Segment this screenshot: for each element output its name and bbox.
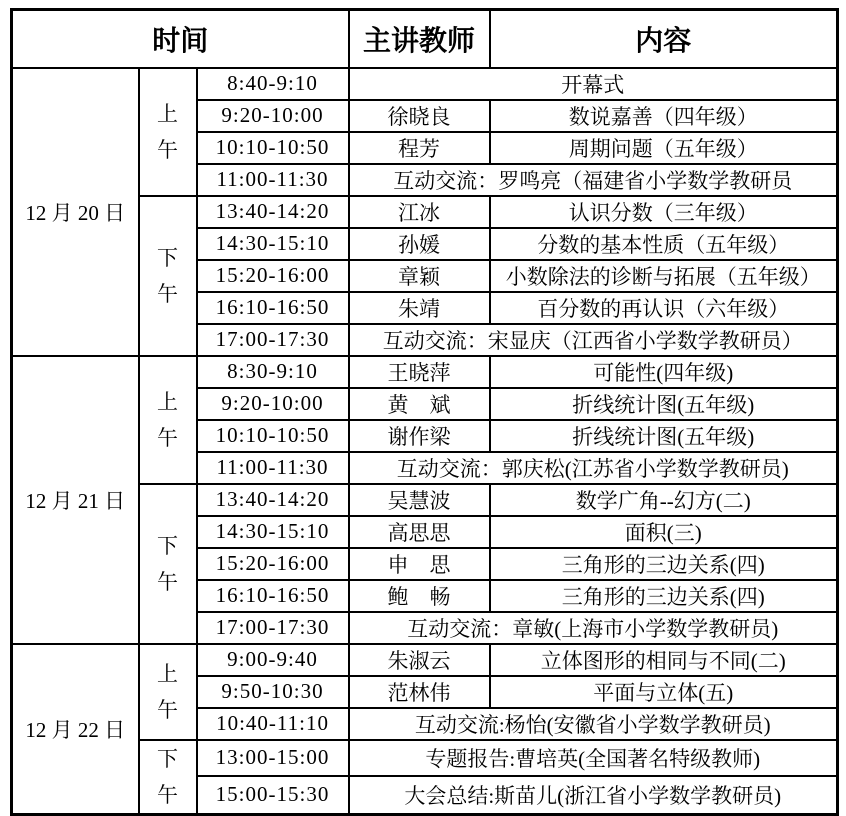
content-cell: 百分数的再认识（六年级） <box>490 292 838 324</box>
period-pm-cell <box>139 196 197 356</box>
col-header-teacher: 主讲教师 <box>349 10 490 68</box>
time-cell: 9:00-9:40 <box>197 644 349 676</box>
col-header-content: 内容 <box>490 10 838 68</box>
merged-cell: 互动交流：宋显庆（江西省小学数学教研员） <box>349 324 838 356</box>
merged-cell: 互动交流：罗鸣亮（福建省小学数学教研员 <box>349 164 838 196</box>
period-pm-label: 下午 <box>157 245 178 306</box>
teacher-cell: 徐晓良 <box>349 100 490 132</box>
period-am-cell <box>139 68 197 196</box>
merged-cell: 互动交流：郭庆松(江苏省小学数学教研员) <box>349 452 838 484</box>
time-cell: 11:00-11:30 <box>197 452 349 484</box>
content-cell: 数说嘉善（四年级） <box>490 100 838 132</box>
period-am-cell <box>139 644 197 740</box>
time-cell: 14:30-15:10 <box>197 228 349 260</box>
time-cell: 15:20-16:00 <box>197 260 349 292</box>
content-cell: 平面与立体(五) <box>490 676 838 708</box>
header-row <box>12 10 838 68</box>
period-pm-label: 下午 <box>157 533 178 594</box>
time-cell: 8:40-9:10 <box>197 68 349 100</box>
teacher-cell: 朱靖 <box>349 292 490 324</box>
col-header-time: 时间 <box>12 10 349 68</box>
period-am-label: 上午 <box>157 101 178 162</box>
teacher-cell: 申 思 <box>349 548 490 580</box>
period-am-cell <box>139 356 197 484</box>
teacher-cell: 孙媛 <box>349 228 490 260</box>
time-cell: 13:00-15:00 <box>197 740 349 777</box>
teacher-cell: 鲍 畅 <box>349 580 490 612</box>
content-cell: 可能性(四年级) <box>490 356 838 388</box>
teacher-cell: 章颖 <box>349 260 490 292</box>
period-pm-label: 下午 <box>157 746 178 807</box>
teacher-cell: 王晓萍 <box>349 356 490 388</box>
teacher-cell: 黄 斌 <box>349 388 490 420</box>
time-cell: 10:10-10:50 <box>197 420 349 452</box>
table-row <box>12 356 838 388</box>
period-pm-cell <box>139 484 197 644</box>
time-cell: 9:50-10:30 <box>197 676 349 708</box>
table-row <box>12 68 838 100</box>
time-cell: 11:00-11:30 <box>197 164 349 196</box>
time-cell: 13:40-14:20 <box>197 484 349 516</box>
content-cell: 面积(三) <box>490 516 838 548</box>
content-cell: 小数除法的诊断与拓展（五年级） <box>490 260 838 292</box>
time-cell: 17:00-17:30 <box>197 612 349 644</box>
time-cell: 13:40-14:20 <box>197 196 349 228</box>
merged-cell: 互动交流：章敏(上海市小学数学教研员) <box>349 612 838 644</box>
content-cell: 三角形的三边关系(四) <box>490 548 838 580</box>
teacher-cell: 江冰 <box>349 196 490 228</box>
content-cell: 折线统计图(五年级) <box>490 420 838 452</box>
teacher-cell: 谢作梁 <box>349 420 490 452</box>
time-cell: 14:30-15:10 <box>197 516 349 548</box>
time-cell: 16:10-16:50 <box>197 580 349 612</box>
content-cell: 周期问题（五年级） <box>490 132 838 164</box>
date-cell: 12 月 21 日 <box>12 356 139 644</box>
teacher-cell: 高思思 <box>349 516 490 548</box>
content-cell: 三角形的三边关系(四) <box>490 580 838 612</box>
time-cell: 17:00-17:30 <box>197 324 349 356</box>
time-cell: 9:20-10:00 <box>197 388 349 420</box>
period-am-label: 上午 <box>157 389 178 450</box>
merged-cell: 大会总结:斯苗儿(浙江省小学数学教研员) <box>349 776 838 814</box>
date-cell: 12 月 22 日 <box>12 644 139 815</box>
time-cell: 9:20-10:00 <box>197 100 349 132</box>
content-cell: 认识分数（三年级） <box>490 196 838 228</box>
date-cell: 12 月 20 日 <box>12 68 139 356</box>
content-cell: 分数的基本性质（五年级） <box>490 228 838 260</box>
time-cell: 15:20-16:00 <box>197 548 349 580</box>
teacher-cell: 范林伟 <box>349 676 490 708</box>
merged-cell: 专题报告:曹培英(全国著名特级教师) <box>349 740 838 777</box>
table-row <box>12 644 838 676</box>
teacher-cell: 朱淑云 <box>349 644 490 676</box>
content-cell: 立体图形的相同与不同(二) <box>490 644 838 676</box>
content-cell: 数学广角--幻方(二) <box>490 484 838 516</box>
schedule-table <box>10 8 839 816</box>
merged-cell: 互动交流:杨怡(安徽省小学数学教研员) <box>349 708 838 740</box>
period-pm-cell <box>139 740 197 815</box>
time-cell: 8:30-9:10 <box>197 356 349 388</box>
time-cell: 10:40-11:10 <box>197 708 349 740</box>
teacher-cell: 吴慧波 <box>349 484 490 516</box>
time-cell: 10:10-10:50 <box>197 132 349 164</box>
teacher-cell: 程芳 <box>349 132 490 164</box>
period-am-label: 上午 <box>157 661 178 722</box>
time-cell: 15:00-15:30 <box>197 776 349 814</box>
content-cell: 折线统计图(五年级) <box>490 388 838 420</box>
merged-cell: 开幕式 <box>349 68 838 100</box>
time-cell: 16:10-16:50 <box>197 292 349 324</box>
